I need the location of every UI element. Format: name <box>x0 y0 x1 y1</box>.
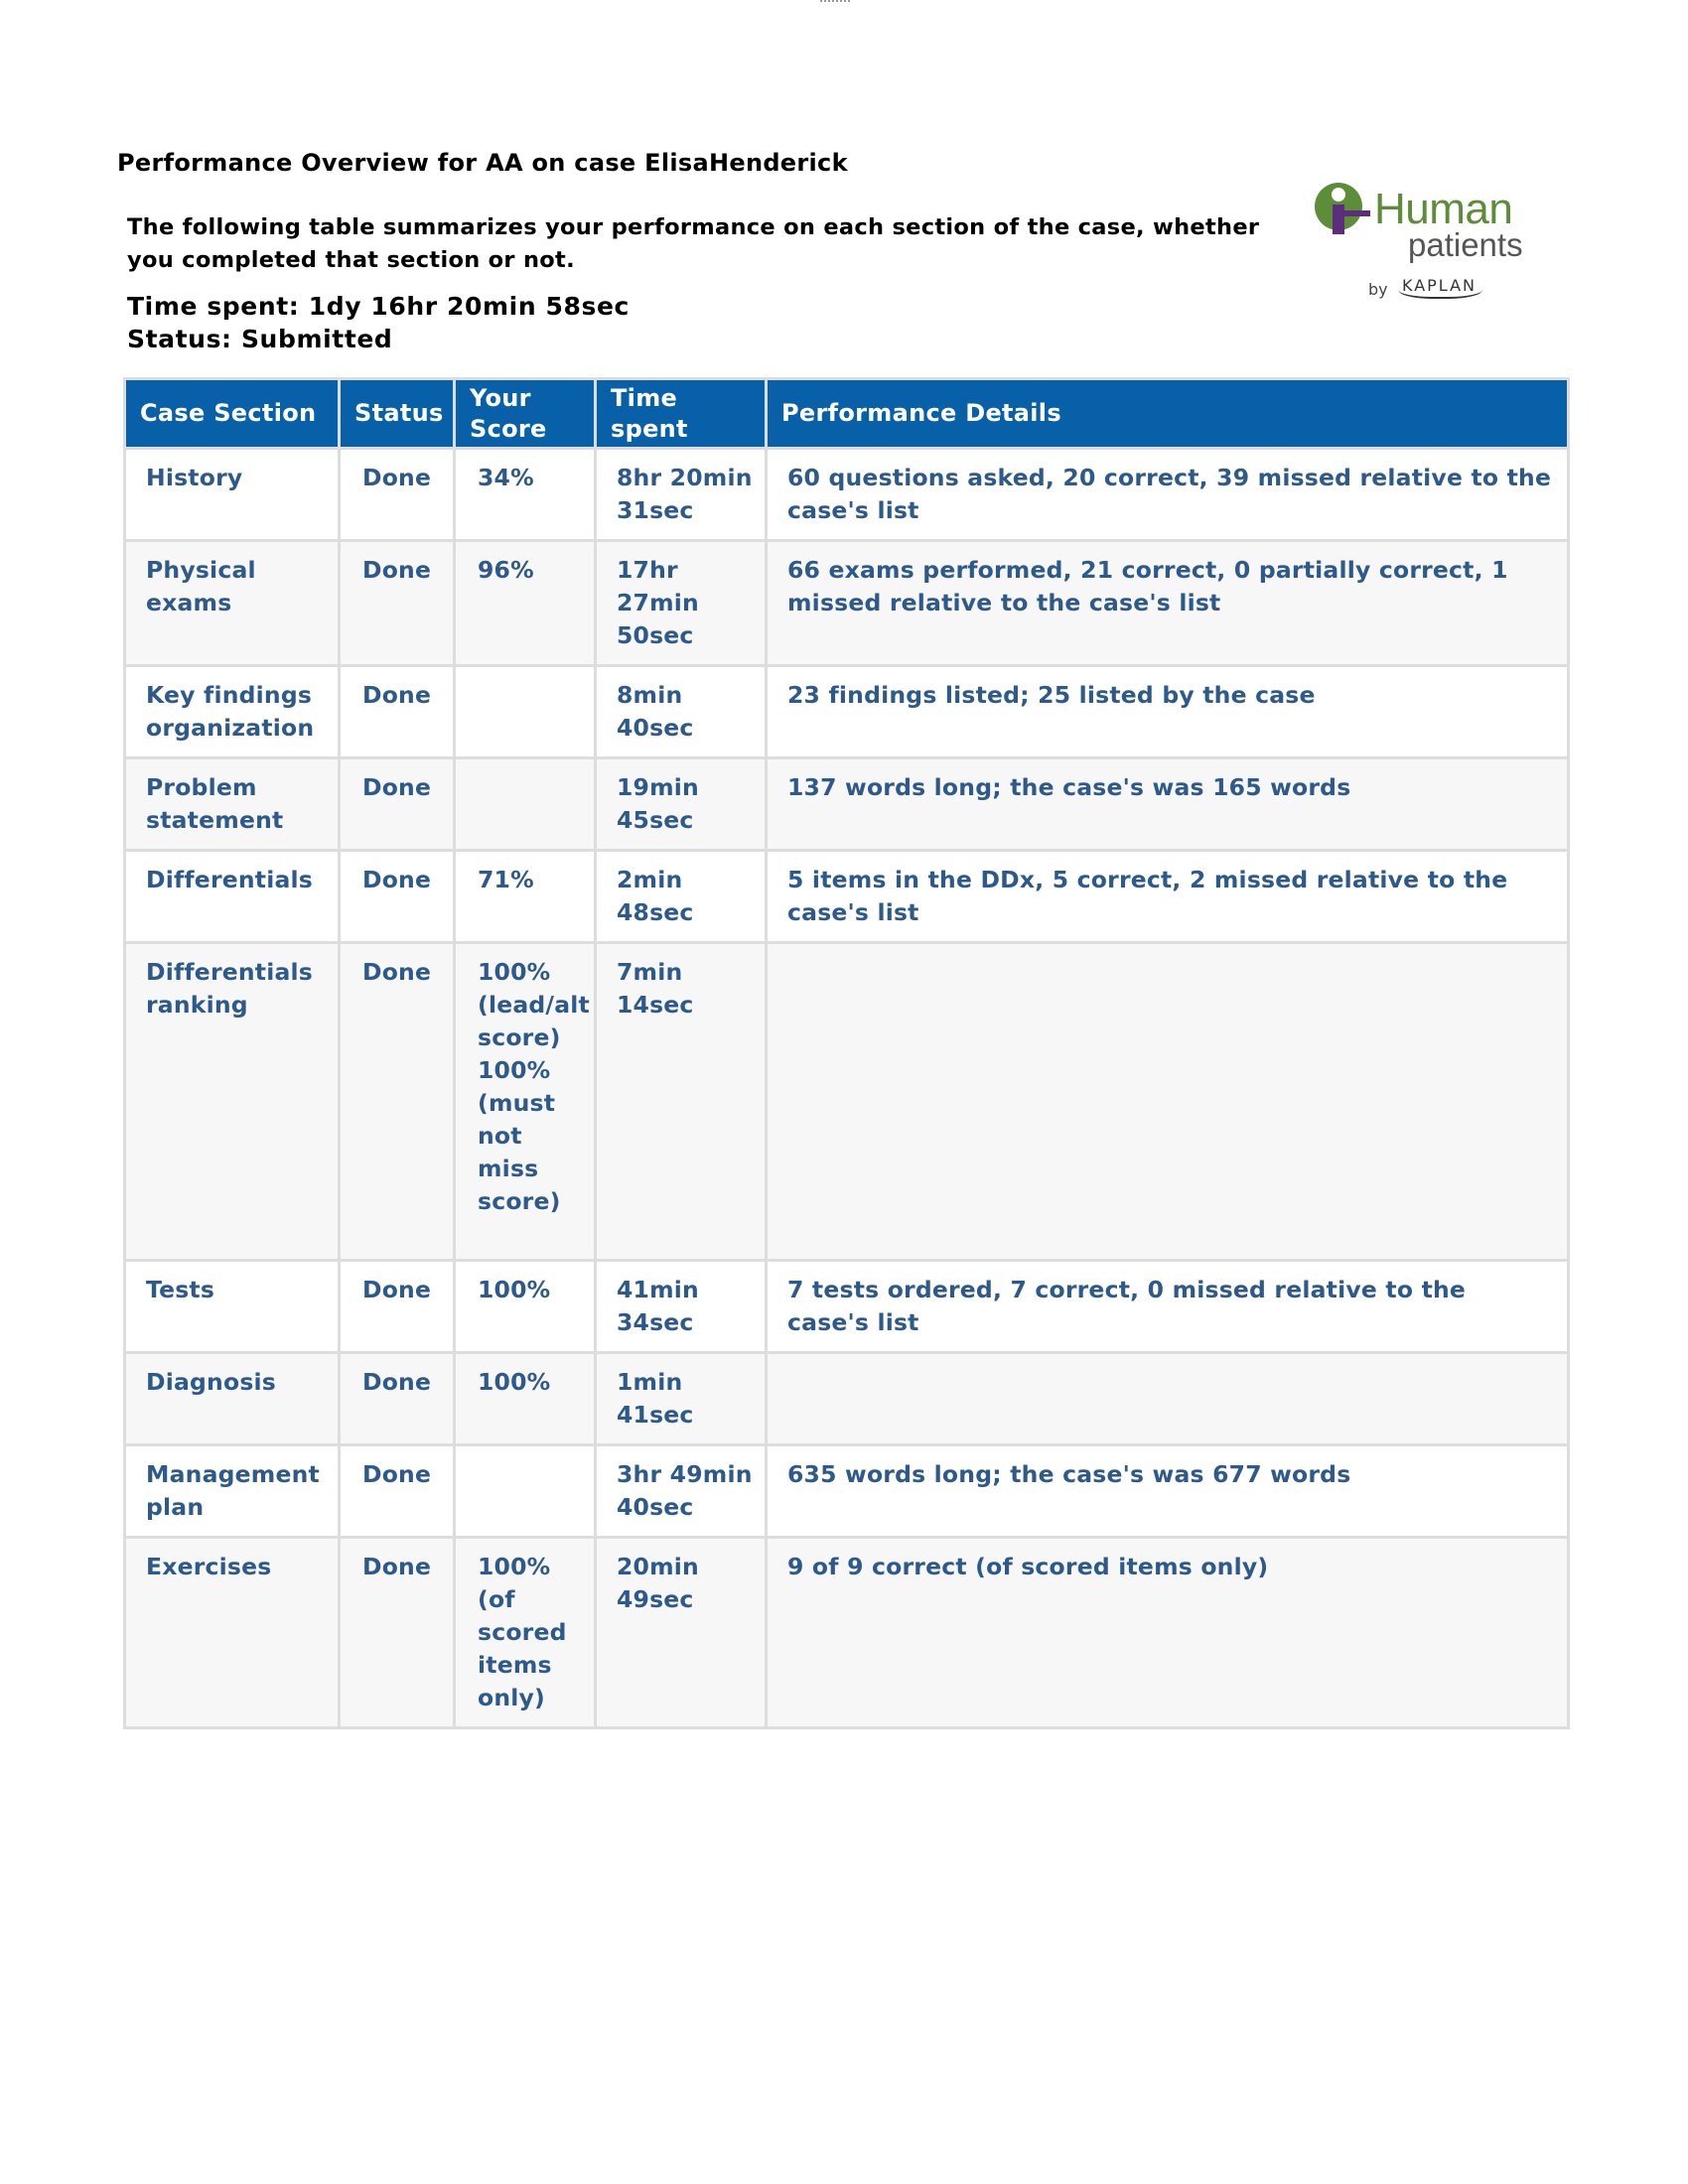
table-row <box>125 541 1569 666</box>
cell-score: 96% <box>455 541 596 666</box>
cell-details: 66 exams performed, 21 correct, 0 partially correct, 1 missed relative to the case's list <box>767 541 1569 666</box>
i-human-logo-icon <box>1313 181 1374 250</box>
cell-details: 60 questions asked, 20 correct, 39 missed relative to the case's list <box>767 449 1569 541</box>
table-row <box>125 1445 1569 1538</box>
cell-section: Physical exams <box>125 541 340 666</box>
table-header-row <box>125 379 1569 449</box>
cell-section: Diagnosis <box>125 1353 340 1445</box>
cell-score: 71% <box>455 851 596 943</box>
cell-section: Problem statement <box>125 758 340 851</box>
logo-by-text: by <box>1368 280 1388 299</box>
header-status: Status <box>340 379 455 449</box>
page-title: Performance Overview for AA on case ElisaHenderick <box>117 149 848 177</box>
header-time-spent: Time spent <box>596 379 767 449</box>
cell-score <box>455 1445 596 1538</box>
cell-status: Done <box>340 1538 455 1728</box>
meta-block <box>127 290 630 355</box>
cell-score: 100% <box>455 1261 596 1353</box>
cell-time: 19min 45sec <box>596 758 767 851</box>
cell-time: 1min 41sec <box>596 1353 767 1445</box>
cell-status: Done <box>340 943 455 1261</box>
table-row <box>125 851 1569 943</box>
header-case-section: Case Section <box>125 379 340 449</box>
cell-time: 8min 40sec <box>596 666 767 758</box>
header-performance-details: Performance Details <box>767 379 1569 449</box>
cell-status: Done <box>340 449 455 541</box>
cell-time: 3hr 49min 40sec <box>596 1445 767 1538</box>
table-row <box>125 666 1569 758</box>
logo-brand-text: Human <box>1374 185 1513 233</box>
table-row <box>125 1353 1569 1445</box>
table-row <box>125 1538 1569 1728</box>
cell-details <box>767 1353 1569 1445</box>
table-row <box>125 449 1569 541</box>
cell-score <box>455 758 596 851</box>
cell-score: 100% (lead/alt score) 100% (must not miss score) <box>455 943 596 1261</box>
cell-section: Management plan <box>125 1445 340 1538</box>
cell-status: Done <box>340 1261 455 1353</box>
cell-time: 2min 48sec <box>596 851 767 943</box>
cell-status: Done <box>340 1445 455 1538</box>
cell-details: 5 items in the DDx, 5 correct, 2 missed relative to the case's list <box>767 851 1569 943</box>
logo-sub-text: patients <box>1408 226 1523 263</box>
time-spent-text: Time spent: 1dy 16hr 20min 58sec <box>127 292 630 321</box>
cell-time: 7min 14sec <box>596 943 767 1261</box>
cell-details: 137 words long; the case's was 165 words <box>767 758 1569 851</box>
cell-section: Exercises <box>125 1538 340 1728</box>
cell-score: 100% <box>455 1353 596 1445</box>
cell-time: 41min 34sec <box>596 1261 767 1353</box>
top-page-mark <box>820 0 850 3</box>
cell-status: Done <box>340 851 455 943</box>
cell-details: 635 words long; the case's was 677 words <box>767 1445 1569 1538</box>
cell-score: 34% <box>455 449 596 541</box>
cell-score: 100% (of scored items only) <box>455 1538 596 1728</box>
cell-section: Key findings organization <box>125 666 340 758</box>
cell-section: Differentials <box>125 851 340 943</box>
cell-status: Done <box>340 666 455 758</box>
cell-section: History <box>125 449 340 541</box>
header-your-score: Your Score <box>455 379 596 449</box>
cell-status: Done <box>340 1353 455 1445</box>
cell-status: Done <box>340 758 455 851</box>
performance-table <box>123 377 1570 1729</box>
cell-time: 20min 49sec <box>596 1538 767 1728</box>
table-row <box>125 758 1569 851</box>
cell-time: 17hr 27min 50sec <box>596 541 767 666</box>
cell-details: 7 tests ordered, 7 correct, 0 missed relative to the case's list <box>767 1261 1569 1353</box>
table-row <box>125 1261 1569 1353</box>
cell-details: 23 findings listed; 25 listed by the case <box>767 666 1569 758</box>
cell-score <box>455 666 596 758</box>
i-human-logo <box>1313 181 1551 310</box>
cell-section: Differentials ranking <box>125 943 340 1261</box>
status-text: Status: Submitted <box>127 325 393 353</box>
cell-details: 9 of 9 correct (of scored items only) <box>767 1538 1569 1728</box>
logo-kaplan-text: KAPLAN <box>1398 276 1482 299</box>
table-row <box>125 943 1569 1261</box>
cell-section: Tests <box>125 1261 340 1353</box>
cell-time: 8hr 20min 31sec <box>596 449 767 541</box>
intro-text: The following table summarizes your performance on each section of the case, whether you completed that section or not. <box>127 214 1260 273</box>
cell-details <box>767 943 1569 1261</box>
cell-status: Done <box>340 541 455 666</box>
